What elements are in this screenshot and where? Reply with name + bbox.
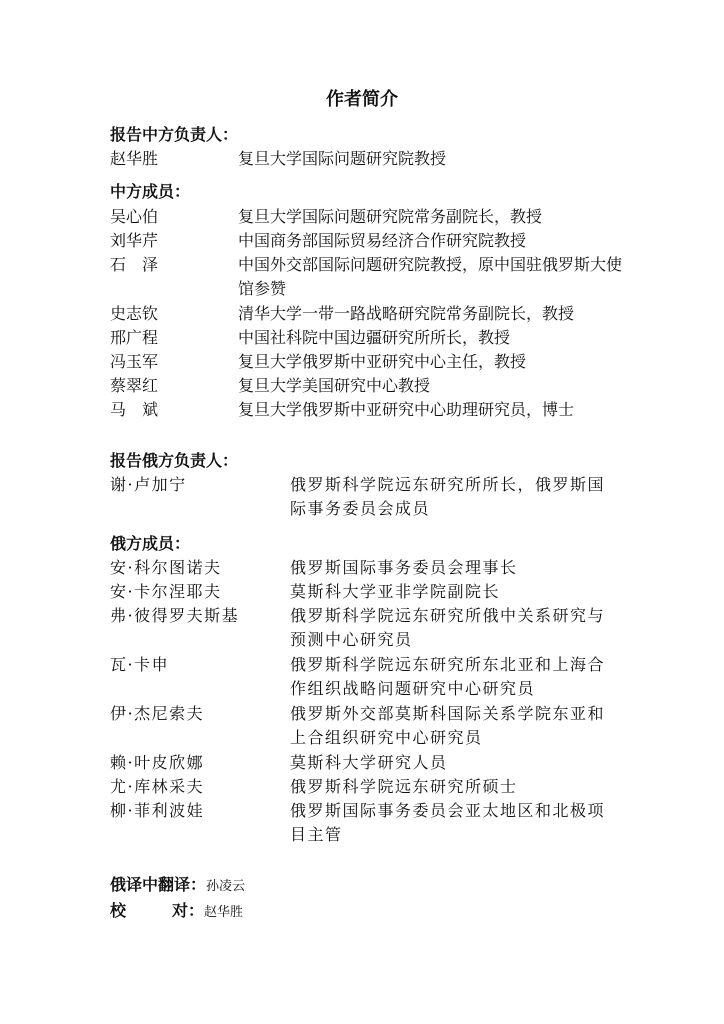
person-description: 俄罗斯科学院远东研究所东北亚和上海合作组织战略问题研究中心研究员 <box>290 655 606 698</box>
proofreader-label-part-1: 校 <box>110 901 127 920</box>
person-name: 刘华芹 <box>110 231 159 250</box>
russian-members-heading: 俄方成员： <box>110 534 191 553</box>
person-description: 莫斯科大学亚非学院副院长 <box>290 582 501 601</box>
person-name: 赵华胜 <box>110 149 159 168</box>
person-description: 清华大学一带一路战略研究院常务副院长，教授 <box>238 304 575 323</box>
translator-label: 俄译中翻译： <box>110 875 207 894</box>
person-description: 复旦大学俄罗斯中亚研究中心主任，教授 <box>238 352 527 371</box>
russian-lead-heading: 报告俄方负责人： <box>110 451 239 470</box>
person-description: 俄罗斯外交部莫斯科国际关系学院东亚和上合组织研究中心研究员 <box>290 704 606 747</box>
person-name: 邢广程 <box>110 328 159 347</box>
person-name: 马 斌 <box>110 400 159 419</box>
person-description: 莫斯科大学研究人员 <box>290 753 448 772</box>
person-name: 赖·叶皮欣娜 <box>110 753 205 772</box>
person-description: 复旦大学国际问题研究院教授 <box>238 149 447 168</box>
person-name: 瓦·卡申 <box>110 655 170 674</box>
person-name: 柳·菲利波娃 <box>110 801 205 820</box>
person-name: 冯玉军 <box>110 352 159 371</box>
person-description: 中国外交部国际问题研究院教授，原中国驻俄罗斯大使馆参赞 <box>238 255 623 298</box>
person-description: 俄罗斯科学院远东研究所俄中关系研究与预测中心研究员 <box>290 606 606 649</box>
person-name: 谢·卢加宁 <box>110 475 187 494</box>
person-name: 安·卡尔涅耶夫 <box>110 582 222 601</box>
person-description: 俄罗斯国际事务委员会理事长 <box>290 558 518 577</box>
person-name: 伊·杰尼索夫 <box>110 704 205 723</box>
person-description: 中国社科院中国边疆研究所所长，教授 <box>238 328 511 347</box>
page-title: 作者简介 <box>326 89 398 110</box>
person-description: 复旦大学美国研究中心教授 <box>238 376 431 395</box>
person-name: 吴心伯 <box>110 207 159 226</box>
person-description: 复旦大学俄罗斯中亚研究中心助理研究员，博士 <box>238 400 575 419</box>
person-description: 俄罗斯科学院远东研究所硕士 <box>290 777 518 796</box>
person-name: 史志钦 <box>110 304 159 323</box>
translator-name: 孙凌云 <box>206 879 246 894</box>
person-name: 安·科尔图诺夫 <box>110 558 222 577</box>
person-name: 弗·彼得罗夫斯基 <box>110 606 240 625</box>
chinese-members-heading: 中方成员： <box>110 182 191 201</box>
person-name: 蔡翠红 <box>110 376 159 395</box>
person-description: 复旦大学国际问题研究院常务副院长，教授 <box>238 207 543 226</box>
proofreader-label-part-2: 对： <box>172 901 205 920</box>
person-name: 尤·库林采夫 <box>110 777 205 796</box>
proofreader-credit <box>110 900 243 924</box>
proofreader-name: 赵华胜 <box>204 905 244 920</box>
person-description: 俄罗斯科学院远东研究所所长，俄罗斯国际事务委员会成员 <box>290 475 606 518</box>
person-description: 中国商务部国际贸易经济合作研究院教授 <box>238 231 527 250</box>
person-name: 石 泽 <box>110 255 159 274</box>
person-description: 俄罗斯国际事务委员会亚太地区和北极项目主管 <box>290 801 606 844</box>
translator-credit <box>110 874 245 898</box>
chinese-lead-heading: 报告中方负责人： <box>110 125 239 144</box>
